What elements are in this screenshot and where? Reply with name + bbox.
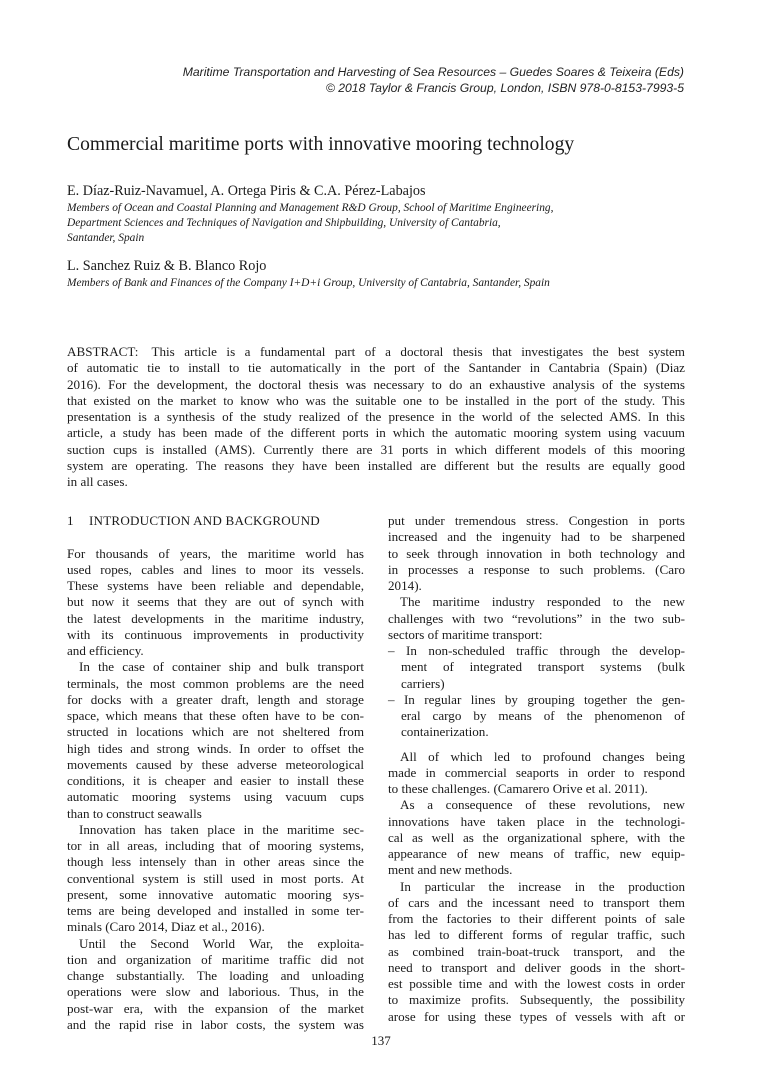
abstract-line: article, a study has been made of the different ports in which the automatic mooring system using vacuum: [67, 425, 685, 441]
text-line: high tides and strong winds. In order to offset the: [67, 740, 364, 756]
text-line: need to transport and deliver goods in the short-: [388, 959, 685, 975]
author-list-2: L. Sanchez Ruiz & B. Blanco Rojo: [67, 258, 267, 274]
text-line: – In regular lines by grouping together the gen-: [388, 691, 685, 707]
text-line: conditions, it is cheaper and easier to install these: [67, 773, 364, 788]
text-line: minals (Caro 2014, Diaz et al., 2016).: [67, 919, 265, 935]
text-line: from the factories to their different points of sale: [388, 911, 685, 926]
text-line: 2014).: [388, 578, 422, 593]
abstract-line: ABSTRACT: This article is a fundamental part of a doctoral thesis that investigates the best system: [67, 344, 685, 359]
text-line: – In non-scheduled traffic through the develop-: [388, 643, 685, 658]
author-list-1: E. Díaz-Ruiz-Navamuel, A. Ortega Piris & C.A. Pérez-Labajos: [67, 183, 426, 199]
text-line: tor in all areas, including that of mooring systems,: [67, 838, 364, 853]
text-line: ment and new methods.: [388, 862, 513, 878]
affiliation-line: Members of Ocean and Coastal Planning and Management R&D Group, School of Maritime Engineering,: [67, 202, 554, 214]
text-line: change substantially. The loading and unloading: [67, 968, 364, 983]
abstract-line: suction cups is installed (AMS). Currently there are 31 ports in which different models of this mooring: [67, 441, 685, 457]
affiliation-line: Department Sciences and Techniques of Navigation and Shipbuilding, University of Cantabria,: [67, 217, 501, 229]
text-line: terminals, the most common problems are the need: [67, 675, 364, 691]
text-line: used ropes, cables and lines to moor its vessels.: [67, 561, 364, 577]
text-line: In the case of container ship and bulk transport: [79, 659, 364, 675]
text-line: the latest developments in the maritime industry,: [67, 610, 364, 626]
section-title: INTRODUCTION AND BACKGROUND: [89, 513, 320, 528]
text-line: sectors of maritime transport:: [388, 626, 543, 642]
text-line: All of which led to profound changes being: [400, 748, 685, 764]
affiliation-line: Santander, Spain: [67, 232, 145, 244]
text-line: structed in locations which are not sheltered from: [67, 724, 364, 740]
text-line: challenges with two “revolutions” in the two sub-: [388, 610, 685, 626]
affiliation-2: [67, 276, 697, 291]
section-heading: [67, 513, 364, 529]
text-line: and efficiency.: [67, 643, 144, 658]
right-column: [388, 513, 685, 1025]
header-volume-line: Maritime Transportation and Harvesting of Sea Resources – Guedes Soares & Teixeira (Eds): [182, 65, 684, 79]
text-line: with its continuous improvements in productivity: [67, 626, 364, 642]
text-line: The maritime industry responded to the new: [400, 594, 685, 610]
text-line: than to construct seawalls: [67, 805, 202, 821]
text-line: of cars and the incessant need to transport them: [388, 894, 685, 910]
text-line: Until the Second World War, the exploita-: [79, 935, 364, 951]
text-line: est possible time and with the lowest costs in order: [388, 976, 685, 991]
text-line: but now it seems that they are out of synch with: [67, 594, 364, 610]
abstract-line: in all cases.: [67, 474, 128, 490]
text-line: increased and the ingenuity had to be sharpened: [388, 529, 685, 545]
text-line: in processes a response to such problems. (Caro: [388, 561, 685, 577]
text-line: movements caused by these adverse meteorological: [67, 756, 364, 772]
text-line: eral cargo by means of the phenomenon of: [401, 708, 685, 723]
text-line: automatic mooring systems using vacuum cups: [67, 789, 364, 805]
text-line: to maximize profits. Subsequently, the possibility: [388, 992, 685, 1008]
text-line: though less intensely than in other areas since the: [67, 854, 364, 870]
abstract-line: system are operating. The reasons they have been installed are different but the results are equally good: [67, 458, 685, 474]
text-line: tems are being developed and installed in some ter-: [67, 903, 364, 918]
text-line: to these challenges. (Camarero Orive et al. 2011).: [388, 781, 648, 796]
text-line: For thousands of years, the maritime world has: [67, 545, 364, 561]
text-line: As a consequence of these revolutions, new: [400, 797, 685, 813]
text-line: operations were slow and laborious. Thus, in the: [67, 984, 364, 1000]
text-line: innovations have taken place in the technologi-: [388, 813, 685, 829]
text-line: present, some innovative automatic mooring sys-: [67, 886, 364, 902]
text-line: appearance of new means of traffic, new equip-: [388, 846, 685, 861]
text-line: These systems have been reliable and dependable,: [67, 578, 364, 593]
spacer: [67, 529, 364, 545]
abstract: [67, 344, 685, 491]
text-line: put under tremendous stress. Congestion in ports: [388, 513, 685, 528]
affiliation-line: Members of Bank and Finances of the Company I+D+i Group, University of Cantabria, Santander, Spain: [67, 277, 550, 289]
spacer: [388, 741, 685, 749]
text-line: for docks with a greater draft, length and storage: [67, 691, 364, 707]
abstract-line: presentation is a synthesis of the study realized of the presence in the world of the selected AMS. In this: [67, 409, 685, 425]
text-line: has led to different forms of regular traffic, such: [388, 927, 685, 943]
page-number: 137: [371, 1033, 391, 1048]
text-line: In particular the increase in the production: [400, 878, 685, 894]
running-header: [84, 64, 684, 96]
text-line: and the rapid rise in labor costs, the system was: [67, 1016, 364, 1032]
text-line: arose for using these types of vessels with aft or: [388, 1008, 685, 1024]
text-line: cal as well as the organizational sphere, with the: [388, 829, 685, 845]
text-line: made in commercial seaports in order to respond: [388, 764, 685, 780]
text-line: carriers): [401, 675, 445, 691]
left-column: [67, 513, 364, 1033]
text-line: ment of integrated transport systems (bulk: [401, 659, 685, 675]
abstract-line: 2016). For the development, the doctoral thesis was necessary to do an exhaustive analysis of the systems: [67, 376, 685, 392]
text-line: containerization.: [401, 724, 489, 740]
text-line: tion and organization of maritime traffic did not: [67, 951, 364, 967]
section-number: 1: [67, 513, 74, 528]
text-line: post-war era, with the expansion of the market: [67, 1000, 364, 1016]
text-line: Innovation has taken place in the maritime sec-: [79, 821, 364, 837]
left-column-text: [67, 546, 364, 1034]
abstract-line: of automatic tie to install to tie automatically in the port of the Santander in Cantabria (Spain) (Diaz: [67, 360, 685, 376]
text-line: space, which means that these often have to be con-: [67, 708, 364, 723]
right-column-text: [388, 513, 685, 1025]
text-line: to seek through innovation in both technology and: [388, 545, 685, 561]
text-line: conventional system is still used in most ports. At: [67, 870, 364, 886]
header-copyright-line: © 2018 Taylor & Francis Group, London, ISBN 978-0-8153-7993-5: [325, 81, 684, 95]
paper-title: Commercial maritime ports with innovative mooring technology: [67, 134, 575, 155]
text-line: as combined train-boat-truck transport, and the: [388, 943, 685, 959]
abstract-line: that existed on the market to know who was the suitable one to be installed in the port of the study. This: [67, 392, 685, 408]
affiliation-1: [67, 201, 697, 246]
